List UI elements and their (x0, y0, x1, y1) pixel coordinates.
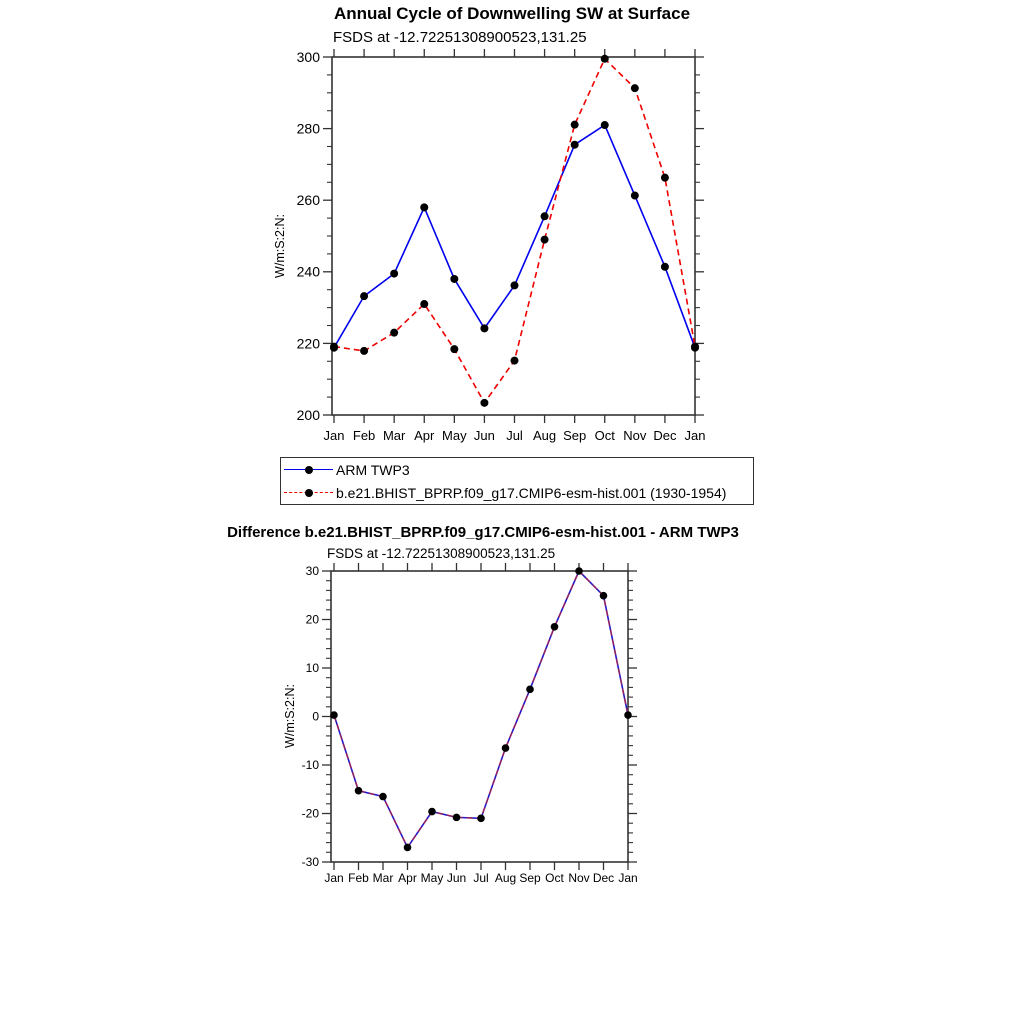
month-label: Jan (618, 871, 638, 885)
y-tick-label: 280 (296, 120, 320, 137)
data-point-marker (390, 270, 398, 278)
data-point-marker (526, 686, 534, 694)
y-tick-label: -30 (301, 855, 319, 870)
data-point-marker (511, 281, 519, 289)
y-tick-label: 10 (305, 661, 319, 676)
series-line-overlay (334, 571, 628, 847)
bottom-chart-subtitle: FSDS at -12.72251308900523,131.25 (327, 546, 556, 561)
y-tick-label: -10 (301, 758, 319, 773)
data-point-marker (502, 744, 510, 752)
series-line (334, 571, 628, 847)
data-point-marker (631, 84, 639, 92)
data-point-marker (390, 329, 398, 337)
data-point-marker (624, 711, 632, 719)
data-point-marker (330, 343, 338, 351)
series-line (334, 125, 695, 348)
data-point-marker (477, 815, 485, 823)
month-label: Jan (684, 428, 706, 443)
month-label: Nov (623, 428, 647, 443)
legend-label: b.e21.BHIST_BPRP.f09_g17.CMIP6-esm-hist.001 (1930-1954) (336, 484, 727, 501)
data-point-marker (601, 121, 609, 129)
x-axis (324, 49, 706, 443)
month-label: Mar (372, 871, 394, 885)
month-label: Jul (473, 871, 489, 885)
top-chart-subtitle: FSDS at -12.72251308900523,131.25 (333, 29, 587, 46)
y-tick-label: 220 (296, 335, 320, 352)
month-label: Feb (352, 428, 376, 443)
plot-1 (302, 563, 638, 885)
data-point-marker (601, 55, 609, 63)
data-point-marker (480, 399, 488, 407)
data-point-marker (511, 357, 519, 365)
plot-0 (297, 49, 706, 443)
data-point-marker (453, 814, 461, 822)
legend-entry-arm-twp3 (281, 459, 753, 480)
data-point-marker (379, 793, 387, 801)
month-label: Aug (494, 871, 517, 885)
top-chart-y-axis-label: W/m:S:2:N: (273, 214, 287, 278)
marker-dot-icon (305, 489, 313, 497)
month-label: Dec (653, 428, 677, 443)
data-point-marker (541, 212, 549, 220)
series-markers-difference (330, 567, 632, 851)
data-point-marker (551, 623, 559, 631)
y-axis (302, 564, 637, 869)
data-point-marker (428, 808, 436, 816)
marker-dot-icon (305, 466, 313, 474)
month-label: Nov (568, 871, 590, 885)
y-tick-label: 30 (305, 564, 319, 579)
data-point-marker (541, 236, 549, 244)
data-point-marker (691, 343, 699, 351)
data-point-marker (480, 324, 488, 332)
series-difference (334, 571, 628, 847)
data-point-marker (600, 592, 608, 600)
month-label: Jul (506, 428, 523, 443)
series-line (334, 59, 695, 403)
data-point-marker (450, 345, 458, 353)
series-b.e21.BHIST_BPRP.f09_g17.CMIP6-esm-hist.001 (1930-1954) (334, 59, 695, 403)
bottom-chart-title: Difference b.e21.BHIST_BPRP.f09_g17.CMIP6-esm-hist.001 - ARM TWP3 (227, 524, 739, 541)
month-label: Sep (519, 871, 541, 885)
data-point-marker (661, 174, 669, 182)
y-tick-label: 20 (305, 612, 319, 627)
y-tick-label: -20 (301, 806, 319, 821)
month-label: Jan (323, 428, 345, 443)
month-label: Apr (398, 871, 417, 885)
month-label: Aug (533, 428, 557, 443)
month-label: May (442, 428, 467, 443)
data-point-marker (404, 844, 412, 852)
month-label: Apr (414, 428, 435, 443)
data-point-marker (571, 121, 579, 129)
data-point-marker (330, 711, 338, 719)
legend-line-sample-dashed (284, 486, 333, 500)
y-axis (297, 49, 704, 423)
y-tick-label: 200 (296, 406, 320, 423)
data-point-marker (420, 300, 428, 308)
data-point-marker (661, 263, 669, 271)
y-tick-label: 300 (296, 48, 320, 65)
y-tick-label: 0 (312, 709, 319, 724)
legend-line-sample-solid (284, 463, 333, 477)
month-label: Jan (324, 871, 344, 885)
legend (280, 457, 754, 505)
month-label: Jun (473, 428, 495, 443)
bottom-chart-y-axis-label: W/m:S:2:N: (283, 684, 297, 748)
data-point-marker (571, 141, 579, 149)
month-label: May (420, 871, 444, 885)
top-chart-title: Annual Cycle of Downwelling SW at Surface (333, 4, 691, 23)
data-point-marker (360, 292, 368, 300)
data-point-marker (575, 567, 583, 575)
data-point-marker (420, 203, 428, 211)
data-point-marker (360, 347, 368, 355)
month-label: Oct (545, 871, 564, 885)
month-label: Jun (446, 871, 467, 885)
data-point-marker (450, 275, 458, 283)
x-axis (324, 563, 637, 885)
month-label: Sep (563, 428, 587, 443)
series-markers-b.e21.BHIST_BPRP.f09_g17.CMIP6-esm-hist.001 (1930-1954) (330, 55, 699, 407)
month-label: Oct (594, 428, 615, 443)
legend-label: ARM TWP3 (336, 461, 410, 478)
month-label: Mar (382, 428, 406, 443)
series-ARM TWP3 (334, 125, 695, 348)
month-label: Dec (592, 871, 615, 885)
data-point-marker (631, 192, 639, 200)
legend-entry-model (281, 482, 753, 503)
month-label: Feb (348, 871, 369, 885)
data-point-marker (355, 787, 363, 795)
y-tick-label: 260 (296, 192, 320, 209)
series-markers-ARM TWP3 (330, 121, 699, 352)
y-tick-label: 240 (296, 263, 320, 280)
